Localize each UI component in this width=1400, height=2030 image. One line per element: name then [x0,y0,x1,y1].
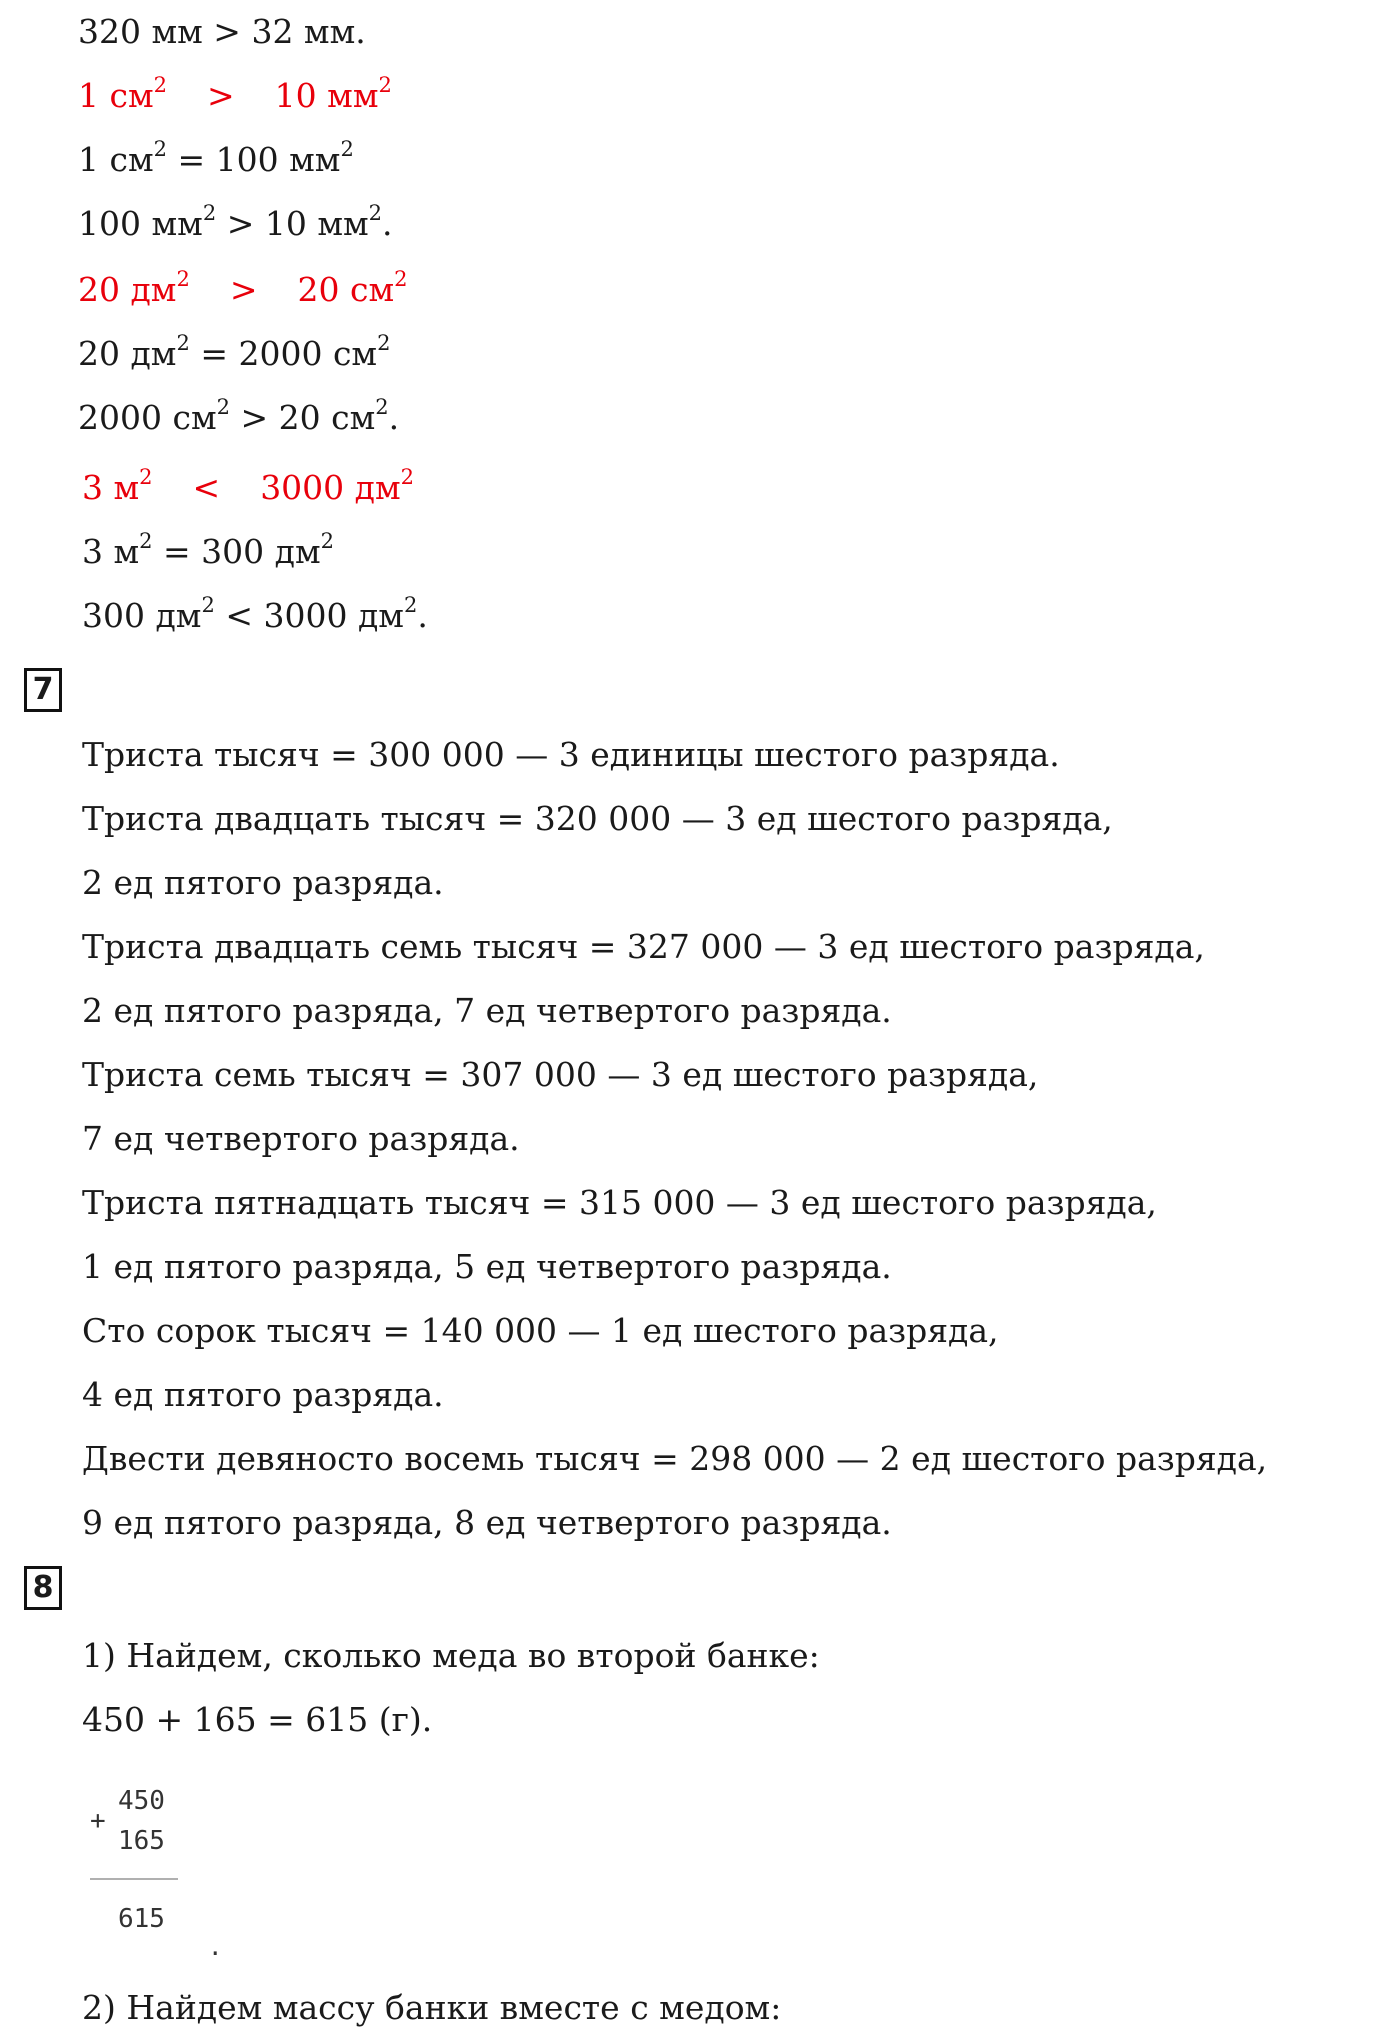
line-1cm2: 1 $см^2 = 100$ $мм^2$ [78,137,354,179]
line-300dm2: 300 $дм^2 < 3000$ $дм^2$. [82,593,428,635]
task7-line: Двести девяносто восемь тысяч = 298 000 — 2 ед шестого разряда, [82,1439,1268,1478]
task-number-7: 7 [24,668,62,712]
task7-line: Триста тысяч = 300 000 — 3 единицы шестого разряда. [82,735,1060,774]
comparison-dm2-cm2: 20 $дм^2 > 20$ $см^2$ [78,267,408,309]
comparison-m2-dm2: 3 $м^2 < 3000$ $дм^2$ [82,465,415,507]
trailing-dot: . [208,1933,223,1961]
line-3m2: 3 $м^2 = 300$ $дм^2$ [82,529,334,571]
line-320mm: 320 мм > 32 мм. [78,12,366,51]
task7-line: 1 ед пятого разряда, 5 ед четвертого разряда. [82,1247,892,1286]
exp: 2 [153,73,168,97]
sum-result: 615 [118,1904,165,1934]
task7-line: Триста двадцать тысяч = 320 000 — 3 ед шестого разряда, [82,799,1113,838]
task8-step1: 1) Найдем, сколько меда во второй банке: [82,1636,820,1675]
task8-step2: 2) Найдем массу банки вместе с медом: [82,1988,782,2027]
task7-line: Сто сорок тысяч = 140 000 — 1 ед шестого разряда, [82,1311,999,1350]
task7-line: 9 ед пятого разряда, 8 ед четвертого разряда. [82,1503,892,1542]
task7-line: 4 ед пятого разряда. [82,1375,444,1414]
addend-1: 450 [118,1786,165,1816]
plus-sign: + [90,1806,106,1836]
line-2000cm2: 2000 $см^2 > 20$ $см^2$. [78,395,400,437]
task8-equation: 450 + 165 = 615 (г). [82,1700,433,1739]
addend-2: 165 [118,1826,165,1856]
task7-line: Триста двадцать семь тысяч = 327 000 — 3 ед шестого разряда, [82,927,1205,966]
task7-line: 2 ед пятого разряда. [82,863,444,902]
exp: 2 [378,73,392,97]
task-number-8: 8 [24,1566,62,1610]
task7-line: 2 ед пятого разряда, 7 ед четвертого разряда. [82,991,892,1030]
sum-line [90,1878,178,1880]
line-20dm2: 20 $дм^2 = 2000$ $см^2$ [78,331,391,373]
lhs: 1 см [78,76,154,115]
task7-line: Триста пятнадцать тысяч = 315 000 — 3 ед шестого разряда, [82,1183,1157,1222]
rhs: 10 мм [274,76,379,115]
task7-line: Триста семь тысяч = 307 000 — 3 ед шестого разряда, [82,1055,1039,1094]
line-100mm2: 100 $мм^2 > 10$ $мм^2$. [78,201,393,243]
op: > [207,76,235,115]
comparison-cm2-mm2 [78,73,392,116]
task7-line: 7 ед четвертого разряда. [82,1119,520,1158]
